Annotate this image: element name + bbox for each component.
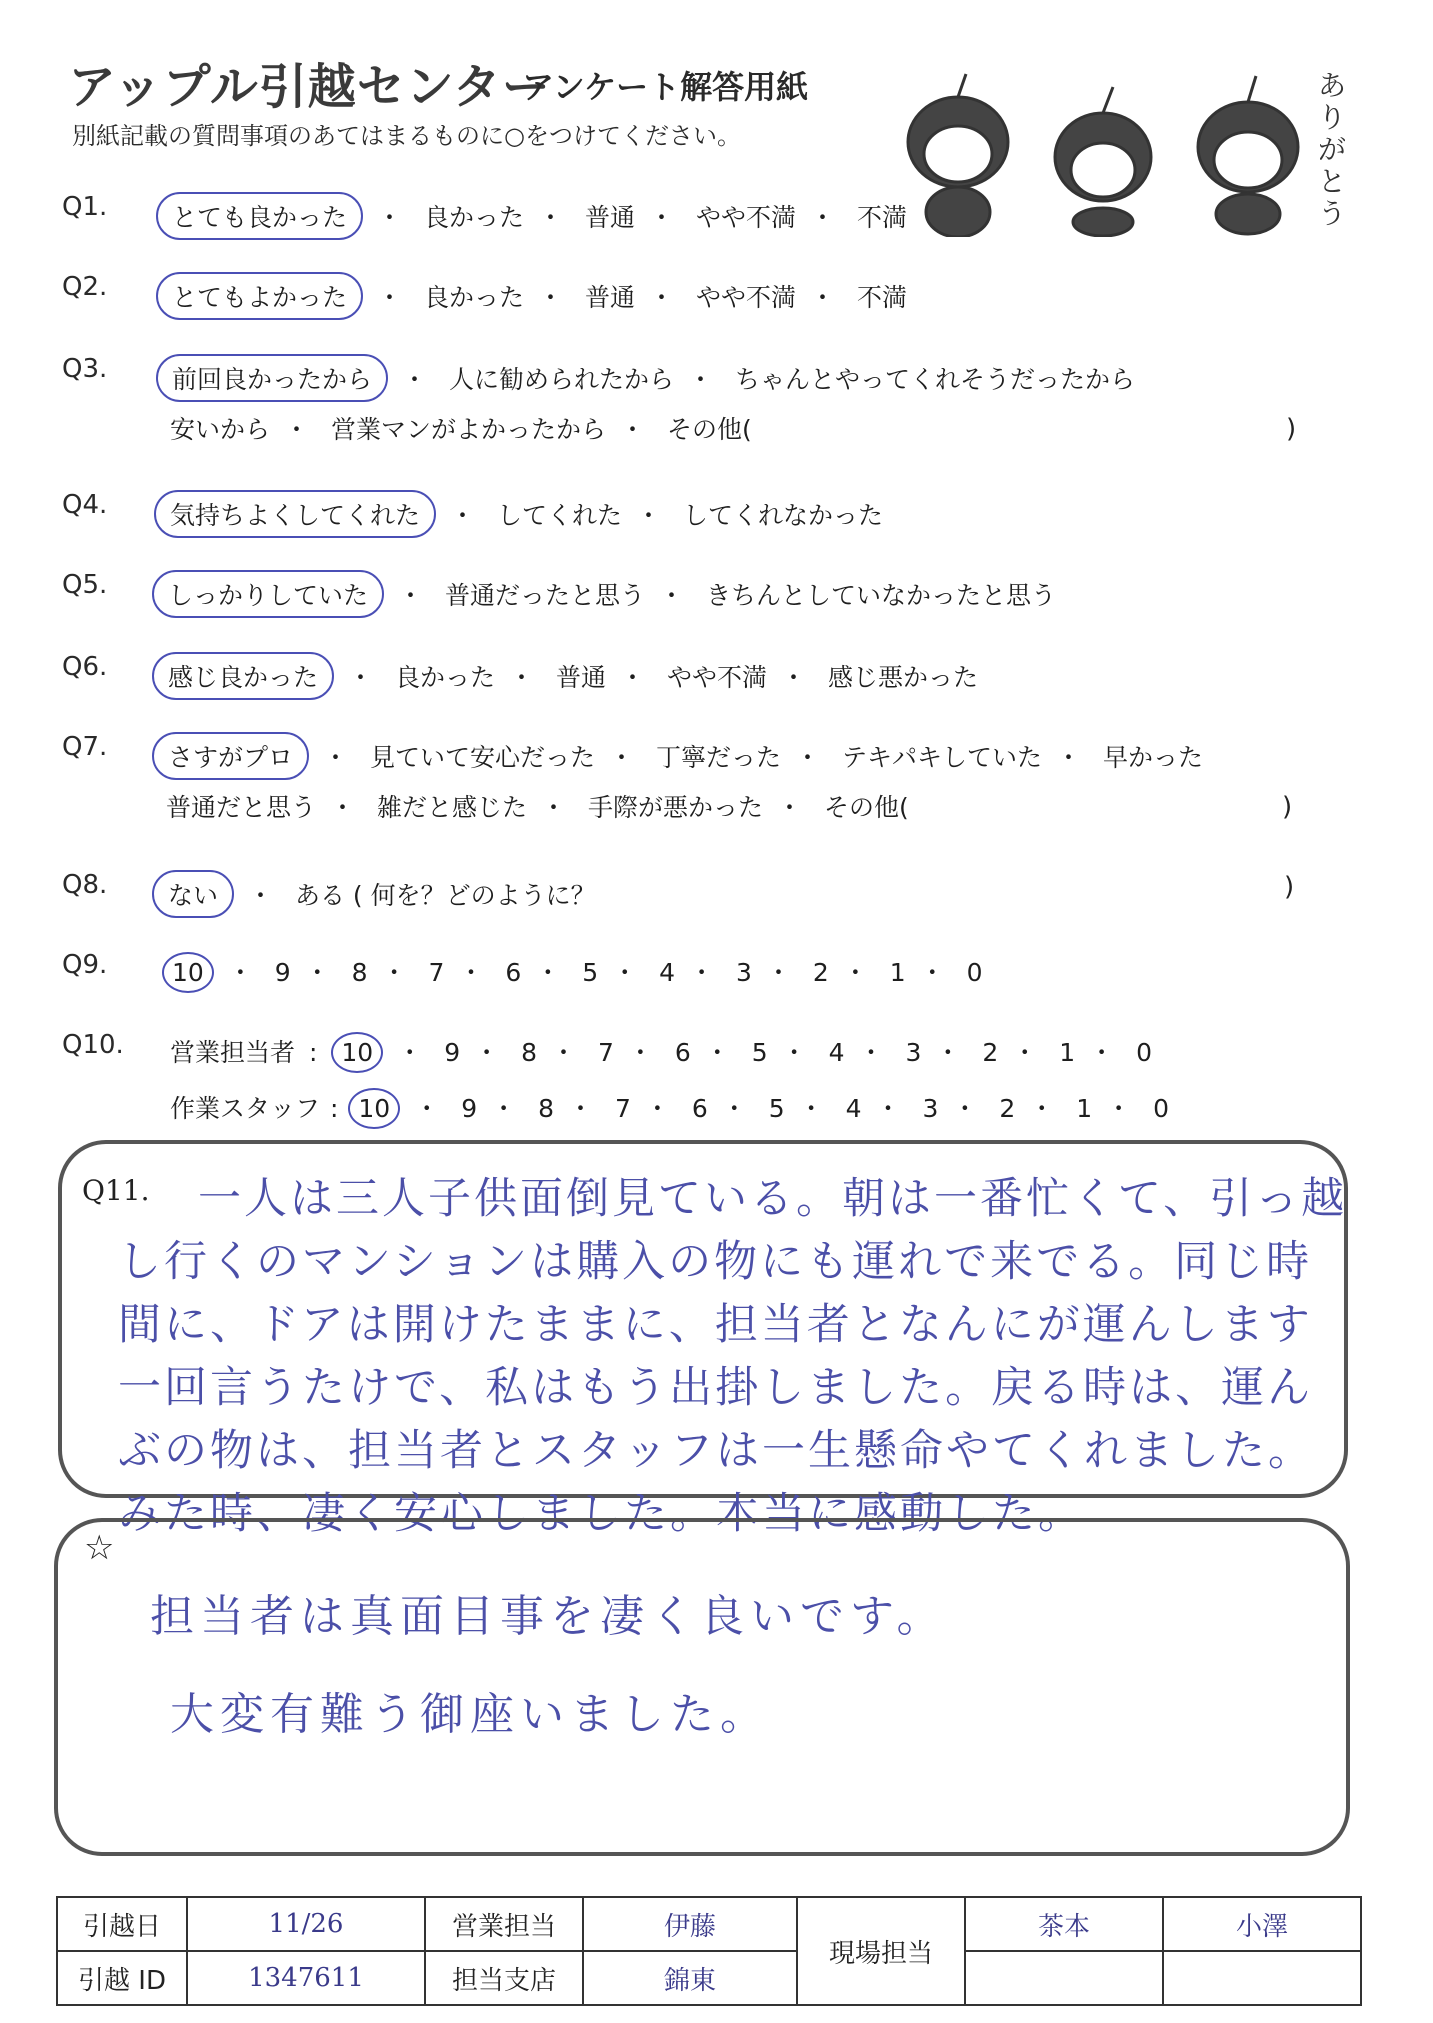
q9-score[interactable]: 5 bbox=[582, 958, 599, 987]
q7-option[interactable]: 丁寧だった bbox=[655, 743, 781, 772]
q3-option[interactable]: ちゃんとやってくれそうだったから bbox=[734, 365, 1135, 394]
q4-options: 気持ちよくしてくれた ・ してくれた ・ してくれなかった bbox=[168, 490, 883, 538]
q11-answer-text: 一人は三人子供面倒見ている。朝は一番忙くて、引っ越し行くのマンションは購入の物にも運れで来でる。同じ時間に、ドアは開けたままに、担当者となんにが運んします一回言うたけで、私はもう出掛しました。戻る時は、運んぶの物は、担当者とスタッフは一生懸命やてくれました。みた時、凄く安心しました。本当に感動した。 bbox=[118, 1174, 1348, 1539]
q7-close-paren: ) bbox=[1282, 792, 1293, 822]
comment-line: 担当者は真面目事を凄く良いです。 bbox=[150, 1591, 947, 1642]
q9-score[interactable]: 2 bbox=[812, 958, 829, 987]
q10-staff-score[interactable]: 1 bbox=[1076, 1094, 1093, 1123]
branch-label: 担当支店 bbox=[425, 1951, 583, 2005]
q7-option[interactable]: 普通だと思う bbox=[166, 793, 317, 822]
q8-close-paren: ) bbox=[1284, 872, 1295, 902]
q9-scale: 10 ・ 9 ・ 8 ・ 7 ・ 6 ・ 5 ・ 4 ・ 3 ・ 2 ・ 1 ・ 0 bbox=[170, 952, 983, 993]
site-staff-label: 現場担当 bbox=[797, 1897, 965, 2005]
q10-sales-label: 営業担当者 bbox=[170, 1038, 296, 1067]
q5-option[interactable]: きちんとしていなかったと思う bbox=[705, 581, 1056, 610]
q5-label: Q5. bbox=[62, 570, 108, 600]
q10-staff-score[interactable]: 3 bbox=[922, 1094, 939, 1123]
q1-option-selected[interactable]: とても良かった bbox=[156, 192, 363, 240]
page-title: アップル引越センター bbox=[68, 59, 551, 115]
q10-staff-score[interactable]: 7 bbox=[614, 1094, 631, 1123]
q10-sales-score[interactable]: 2 bbox=[982, 1038, 999, 1067]
q7-options: さすがプロ ・ 見ていて安心だった ・ 丁寧だった ・ テキパキしていた ・ 早かった bbox=[166, 732, 1203, 780]
q2-options: とてもよかった ・ 良かった ・ 普通 ・ やや不満 ・ 不満 bbox=[170, 272, 907, 320]
q10-staff-score[interactable]: 0 bbox=[1153, 1094, 1169, 1123]
q2-option[interactable]: 普通 bbox=[584, 283, 635, 312]
instructions-text: 別紙記載の質問事項のあてはまるものに○をつけてください。 bbox=[72, 122, 741, 150]
sales-rep-label: 営業担当 bbox=[425, 1897, 583, 1951]
q9-score[interactable]: 7 bbox=[428, 958, 445, 987]
q3-label: Q3. bbox=[62, 354, 108, 384]
q9-score[interactable]: 1 bbox=[889, 958, 906, 987]
move-date-value[interactable]: 11/26 bbox=[187, 1897, 425, 1951]
q8-option[interactable]: ある ( 何を？どのように？ bbox=[294, 881, 596, 910]
q4-option[interactable]: してくれた bbox=[496, 501, 622, 530]
q10-label: Q10. bbox=[62, 1030, 124, 1060]
q2-option[interactable]: やや不満 bbox=[695, 283, 796, 312]
q9-score-selected[interactable]: 10 bbox=[162, 952, 214, 993]
q3-option-selected[interactable]: 前回良かったから bbox=[156, 354, 388, 402]
q10-sales-score[interactable]: 0 bbox=[1136, 1038, 1152, 1067]
q10-sales-score[interactable]: 8 bbox=[521, 1038, 537, 1067]
q10-sales-score[interactable]: 3 bbox=[905, 1038, 922, 1067]
q7-option[interactable]: 手際が悪かった bbox=[587, 793, 763, 822]
comment-line: 大変有難う御座いました。 bbox=[170, 1689, 770, 1740]
q10-staff-score-selected[interactable]: 10 bbox=[348, 1088, 400, 1129]
q9-score[interactable]: 0 bbox=[966, 958, 983, 987]
monkey-icon bbox=[1055, 87, 1151, 236]
q10-sales-score-selected[interactable]: 10 bbox=[331, 1032, 383, 1073]
thanks-vertical-text: ありがとう bbox=[1318, 69, 1347, 230]
q10-staff-score[interactable]: 2 bbox=[999, 1094, 1016, 1123]
move-id-label: 引越 ID bbox=[57, 1951, 187, 2005]
q10-sales-score[interactable]: 5 bbox=[751, 1038, 768, 1067]
monkey-icon bbox=[1198, 76, 1298, 234]
q10-staff-score[interactable]: 9 bbox=[461, 1094, 478, 1123]
q3-option[interactable]: 人に勧められたから bbox=[448, 365, 674, 394]
q7-label: Q7. bbox=[62, 732, 108, 762]
q6-option[interactable]: 感じ悪かった bbox=[827, 663, 978, 692]
q7-option[interactable]: 早かった bbox=[1102, 743, 1203, 772]
q10-sales-score[interactable]: 9 bbox=[444, 1038, 461, 1067]
q6-option[interactable]: やや不満 bbox=[666, 663, 767, 692]
comment-text bbox=[150, 1568, 1250, 1764]
q10-staff-label: 作業スタッフ bbox=[170, 1094, 321, 1123]
q5-options: しっかりしていた ・ 普通だったと思う ・ きちんとしていなかったと思う bbox=[166, 570, 1056, 618]
footer-info-table bbox=[56, 1896, 1362, 2006]
q3-options: 前回良かったから ・ 人に勧められたから ・ ちゃんとやってくれそうだったから bbox=[170, 354, 1135, 402]
sales-rep-value[interactable]: 伊藤 bbox=[583, 1897, 797, 1951]
q10-staff-score[interactable]: 4 bbox=[845, 1094, 862, 1123]
q3-option[interactable]: 営業マンがよかったから bbox=[330, 415, 606, 444]
q4-option-selected[interactable]: 気持ちよくしてくれた bbox=[154, 490, 436, 538]
q10-sales-score[interactable]: 7 bbox=[597, 1038, 614, 1067]
site-staff-4[interactable] bbox=[1163, 1951, 1361, 2005]
q9-score[interactable]: 6 bbox=[505, 958, 522, 987]
q7-options-line2: 普通だと思う ・ 雑だと感じた ・ 手際が悪かった ・ その他( bbox=[166, 788, 909, 824]
q7-option[interactable]: 雑だと感じた bbox=[376, 793, 527, 822]
q7-option[interactable]: 見ていて安心だった bbox=[369, 743, 595, 772]
q5-option[interactable]: 普通だったと思う bbox=[444, 581, 645, 610]
q8-option-selected[interactable]: ない bbox=[152, 870, 234, 918]
q1-options: とても良かった ・ 良かった ・ 普通 ・ やや不満 ・ 不満 bbox=[170, 192, 907, 240]
q4-option[interactable]: してくれなかった bbox=[682, 501, 883, 530]
q9-label: Q9. bbox=[62, 950, 108, 980]
q10-sales-score[interactable]: 1 bbox=[1059, 1038, 1076, 1067]
q2-label: Q2. bbox=[62, 272, 108, 302]
move-date-label: 引越日 bbox=[57, 1897, 187, 1951]
q9-score[interactable]: 8 bbox=[351, 958, 368, 987]
q8-options: ない ・ ある ( 何を？どのように？ bbox=[166, 870, 596, 918]
form-subtitle: アンケート解答用紙 bbox=[522, 68, 809, 106]
site-staff-1[interactable]: 茶本 bbox=[965, 1897, 1163, 1951]
q6-options: 感じ良かった ・ 良かった ・ 普通 ・ やや不満 ・ 感じ悪かった bbox=[166, 652, 978, 700]
q10-sales-score[interactable]: 4 bbox=[828, 1038, 845, 1067]
q1-option[interactable]: やや不満 bbox=[695, 203, 796, 232]
q10-staff-score[interactable]: 6 bbox=[691, 1094, 708, 1123]
site-staff-3[interactable] bbox=[965, 1951, 1163, 2005]
q6-option-selected[interactable]: 感じ良かった bbox=[152, 652, 334, 700]
q7-option-other[interactable]: その他( bbox=[823, 793, 909, 822]
q7-option[interactable]: テキパキしていた bbox=[841, 743, 1042, 772]
q10-sales-score[interactable]: 6 bbox=[674, 1038, 691, 1067]
q3-option-other[interactable]: その他( bbox=[666, 415, 752, 444]
q10-staff-row: 作業スタッフ : 10 ・ 9 ・ 8 ・ 7 ・ 6 ・ 5 ・ 4 ・ 3 ・ 2 ・ 1 ・ 0 bbox=[170, 1088, 1169, 1129]
q4-label: Q4. bbox=[62, 490, 108, 520]
site-staff-2[interactable]: 小澤 bbox=[1163, 1897, 1361, 1951]
q2-option[interactable]: 不満 bbox=[856, 283, 907, 312]
q3-options-line2: 安いから ・ 営業マンがよかったから ・ その他( bbox=[170, 410, 752, 446]
q9-score[interactable]: 3 bbox=[736, 958, 752, 987]
q1-option[interactable]: 普通 bbox=[584, 203, 635, 232]
q1-option[interactable]: 不満 bbox=[856, 203, 907, 232]
q8-label: Q8. bbox=[62, 870, 108, 900]
q1-label: Q1. bbox=[62, 192, 108, 222]
q9-score[interactable]: 4 bbox=[659, 958, 676, 987]
q5-option-selected[interactable]: しっかりしていた bbox=[152, 570, 384, 618]
q10-sales-row: 営業担当者 : 10 ・ 9 ・ 8 ・ 7 ・ 6 ・ 5 ・ 4 ・ 3 ・ 2 ・ 1 ・ 0 bbox=[170, 1032, 1152, 1073]
q3-option[interactable]: 安いから bbox=[170, 415, 271, 444]
monkey-icon bbox=[908, 74, 1008, 237]
q3-close-paren: ) bbox=[1286, 414, 1297, 444]
q10-staff-score[interactable]: 8 bbox=[538, 1094, 554, 1123]
q6-option[interactable]: 良かった bbox=[394, 663, 495, 692]
monkey-mascots-illustration bbox=[888, 62, 1358, 237]
q11-label: Q11. bbox=[82, 1174, 150, 1207]
q6-label: Q6. bbox=[62, 652, 108, 682]
star-icon: ☆ bbox=[84, 1528, 115, 1568]
q7-option-selected[interactable]: さすがプロ bbox=[152, 732, 309, 780]
q1-option[interactable]: 良かった bbox=[423, 203, 524, 232]
q6-option[interactable]: 普通 bbox=[555, 663, 606, 692]
q9-score[interactable]: 9 bbox=[274, 958, 291, 987]
q10-staff-score[interactable]: 5 bbox=[768, 1094, 785, 1123]
q2-option-selected[interactable]: とてもよかった bbox=[156, 272, 363, 320]
move-id-value[interactable]: 1347611 bbox=[187, 1951, 425, 2005]
q2-option[interactable]: 良かった bbox=[423, 283, 524, 312]
branch-value[interactable]: 錦東 bbox=[583, 1951, 797, 2005]
